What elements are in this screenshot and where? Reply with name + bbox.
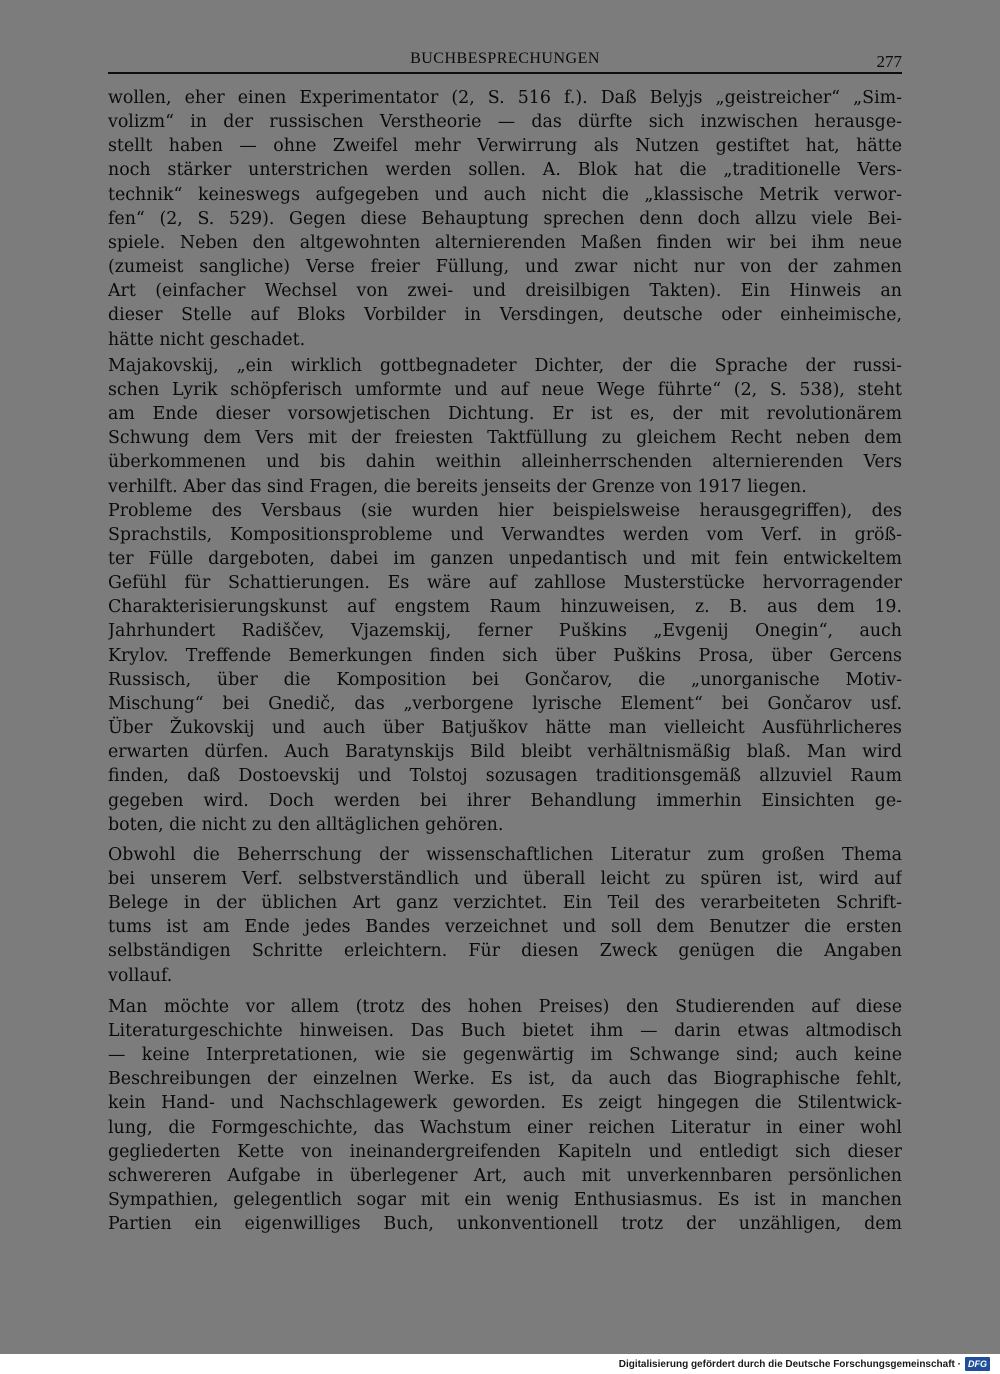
text-line: selbständigen Schritte erleichtern. Für diesen Zweck genügen die Angaben [108,941,902,962]
text-line: finden, daß Dostoevskij und Tolstoj sozusagen traditionsgemäß allzuviel Raum [108,766,902,787]
text-line: boten, die nicht zu den alltäglichen gehören. [108,814,504,835]
text-line: Probleme des Versbaus (sie wurden hier beispielsweise herausgegriffen), des [108,500,902,521]
text-line: Mischung“ bei Gnedič, das „verborgene lyrische Element“ bei Gončarov usf. [108,693,902,714]
paragraph [108,354,902,499]
text-line: fen“ (2, S. 529). Gegen diese Behauptung sprechen denn doch allzu viele Bei- [108,208,902,229]
text-line: hätte nicht geschadet. [108,329,306,350]
text-line: überkommenen und bis dahin weithin alleinherrschenden alternierenden Vers [108,452,902,473]
text-line: Literaturgeschichte hinweisen. Das Buch bietet ihm — darin etwas altmodisch [108,1020,902,1041]
text-line: wollen, eher einen Experimentator (2, S. 516 f.). Daß Belyjs „geistreicher“ „Sim- [108,88,902,108]
paragraph [108,843,902,988]
body-text [108,86,902,1236]
text-line: kein Hand- und Nachschlagewerk geworden. Es zeigt hingegen die Stilentwick- [108,1093,902,1114]
text-line: Art (einfacher Wechsel von zwei- und dreisilbigen Takten). Ein Hinweis an [108,281,902,302]
text-line: volizm“ in der russischen Verstheorie — das dürfte sich inzwischen herausge- [108,112,902,133]
text-line: Sympathien, gelegentlich sogar mit ein wenig Enthusiasmus. Es ist in manchen [108,1190,902,1211]
text-line: Beschreibungen der einzelnen Werke. Es ist, da auch das Biographische fehlt, [108,1069,902,1090]
funding-note: Digitalisierung gefördert durch die Deutsche Forschungsgemeinschaft · [618,1358,961,1370]
text-line: Über Žukovskij und auch über Batjuškov hätte man vielleicht Ausführlicheres [108,718,902,739]
page-number: 277 [876,52,902,71]
text-line: Obwohl die Beherrschung der wissenschaftlichen Literatur zum großen Thema [108,844,902,865]
text-line: Partien ein eigenwilliges Buch, unkonventionell trotz der unzähligen, dem [108,1214,902,1235]
text-line: Majakovskij, „ein wirklich gottbegnadeter Dichter, der die Sprache der russi- [108,355,902,376]
text-line: gegeben wird. Doch werden bei ihrer Behandlung immerhin Einsichten ge- [108,790,902,811]
text-line: technik“ keineswegs aufgegeben und auch nicht die „klassische Metrik verwor- [108,184,902,205]
text-line: Krylov. Treffende Bemerkungen finden sich über Puškins Prosa, über Gercens [108,645,902,666]
text-line: Jahrhundert Radiščev, Vjazemskij, ferner Puškins „Evgenij Onegin“, auch [108,621,902,642]
text-line: stellt haben — ohne Zweifel mehr Verwirrung als Nutzen gestiftet hat, hätte [108,136,902,157]
text-line: schwereren Aufgabe in überlegener Art, auch mit unverkennbaren persönlichen [108,1165,902,1186]
text-line: Sprachstils, Kompositionsprobleme und Verwandtes werden vom Verf. in größ- [108,524,902,545]
text-line: tums ist am Ende jedes Bandes verzeichnet und soll dem Benutzer die ersten [108,917,902,938]
text-line: schen Lyrik schöpferisch umformte und auf neue Wege führte“ (2, S. 538), steht [108,379,902,400]
text-line: noch stärker unterstrichen werden sollen. A. Blok hat die „traditionelle Vers- [108,160,902,181]
paragraph [108,86,902,352]
paragraph [108,499,902,837]
text-line: verhilft. Aber das sind Fragen, die bereits jenseits der Grenze von 1917 liegen. [108,476,807,497]
text-line: (zumeist sangliche) Verse freier Füllung, und zwar nicht nur von der zahmen [108,257,902,278]
text-line: — keine Interpretationen, wie sie gegenwärtig im Schwange sind; auch keine [108,1045,902,1066]
text-line: spiele. Neben den altgewohnten alternierenden Maßen finden wir bei ihm neue [108,232,902,253]
digitization-footer [619,1356,990,1372]
paragraph [108,995,902,1237]
running-head-title: BUCHBESPRECHUNGEN [410,50,600,67]
text-line: lung, die Formgeschichte, das Wachstum einer reichen Literatur in einer wohl [108,1117,902,1138]
text-line: Gefühl für Schattierungen. Es wäre auf zahllose Musterstücke hervorragender [108,573,902,594]
text-line: Belege in der üblichen Art ganz verzichtet. Ein Teil des verarbeiteten Schrift- [108,893,902,914]
text-line: Schwung dem Vers mit der freiesten Taktfüllung zu gleichem Recht neben dem [108,428,902,449]
text-line: am Ende dieser vorsowjetischen Dichtung. Er ist es, der mit revolutionärem [108,404,902,425]
text-line: vollauf. [108,965,173,986]
text-line: ter Fülle dargeboten, dabei im ganzen unpedantisch und mit fein entwickeltem [108,548,902,569]
text-line: Charakterisierungskunst auf engstem Raum hinzuweisen, z. B. aus dem 19. [108,597,902,618]
text-line: gegliederten Kette von ineinandergreifenden Kapiteln und entledigt sich dieser [108,1141,902,1162]
running-head [108,46,902,74]
dfg-logo-icon: DFG [965,1357,990,1371]
text-line: Man möchte vor allem (trotz des hohen Preises) den Studierenden auf diese [108,996,902,1017]
text-line: Russisch, über die Komposition bei Gončarov, die „unorganische Motiv- [108,669,902,690]
text-line: bei unserem Verf. selbstverständlich und überall leicht zu spüren ist, wird auf [108,869,902,889]
text-line: dieser Stelle auf Bloks Vorbilder in Versdingen, deutsche oder einheimische, [108,305,902,326]
text-line: erwarten dürfen. Auch Baratynskijs Bild bleibt verhältnismäßig blaß. Man wird [108,742,902,763]
header-rule [108,72,902,74]
